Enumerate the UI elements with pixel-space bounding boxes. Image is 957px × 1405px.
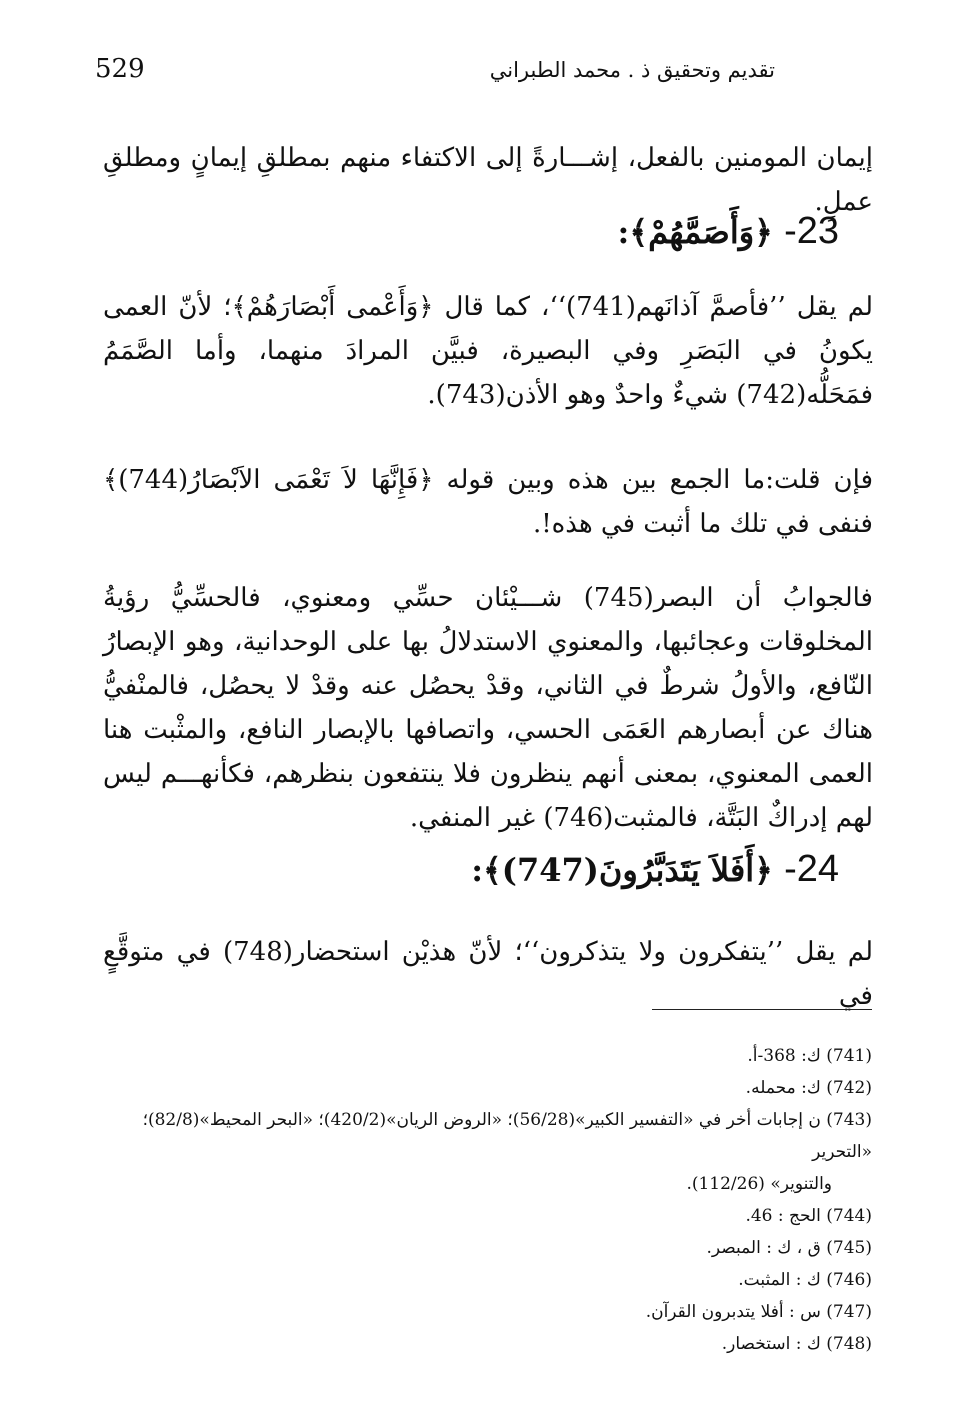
heading-number: 23-	[784, 210, 839, 252]
footnote-744: (744) الحج : 46.	[745, 1206, 872, 1226]
paragraph-5: لم يقل ’’يتفكرون ولا يتذكرون‘‘؛ لأنّ هذيْن استحضار(748) في متوقَّعٍ في	[103, 937, 873, 1011]
heading-text: ﴿أَفَلاَ يَتَدَبَّرُونَ(747)﴾:	[471, 851, 773, 889]
paragraph-3: فإن قلت:ما الجمع بين هذه وبين قوله ﴿فَإِنَّهَا لاَ تَعْمَى الاَبْصَارُ(744)﴾ فنفى في تلك ما أثبت في هذه!.	[103, 465, 873, 539]
footnote-741: (741) ك: 368-أ.	[747, 1046, 872, 1066]
footnote-745: (745) ق ، ك : المبصر.	[706, 1238, 872, 1258]
paragraph-4: فالجوابُ أن البصر(745) شـــيْئان حسِّي ومعنوي، فالحسِّيُّ رؤيةُ المخلوقات وعجائبها، والمعنوي الاستدلالُ بها على الوحدانية، وهو الإبصارُ النّافع، والأولُ شرطٌ في الثاني، وقدْ يحصُل عنه وقدْ لا يحصُل، فالمنْفيُّ هناك عن أبصارهم العَمَى الحسي، واتصافها بالإبصار النافع، والمثْبت هنا العمى المعنوي، بمعنى أنهم ينظرون فلا ينتفعون بنظرهم، فكأنهـــم ليس لهم إدراكٌ البَتَّة، فالمثبت(746) غير المنفي.	[103, 583, 873, 833]
footnote-divider	[652, 1009, 872, 1010]
footnote-746: (746) ك : المثبت.	[738, 1270, 872, 1290]
footnote-743-continued: والتنوير» (112/26).	[686, 1174, 832, 1194]
footnotes	[100, 1040, 872, 1360]
running-title: تقديم وتحقيق ذ . محمد الطبراني	[489, 58, 775, 82]
footnote-742: (742) ك: محمله.	[745, 1078, 872, 1098]
page-header	[95, 54, 775, 84]
footnote-747: (747) س : أفلا يتدبرون القرآن.	[645, 1302, 872, 1322]
paragraph-1: إيمان المومنين بالفعل، إشـــارةً إلى الاكتفاء منهم بمطلقِ إيمانٍ ومطلقِ عملٍ.	[103, 143, 873, 217]
footnote-748: (748) ك : استخصار.	[721, 1334, 872, 1354]
section-heading-23	[618, 210, 839, 253]
heading-number: 24-	[784, 848, 839, 890]
page-number: 529	[95, 54, 145, 84]
paragraph-2: لم يقل ’’فأصمَّ آذانَهم(741)‘‘، كما قال ﴿وَأَعْمى أَبْصَارَهُمْ﴾؛ لأنّ العمى يكونُ في البَصَرِ وفي البصيرة، فبيَّن المرادَ منهما، وأما الصَّمَمُ فمَحَلُّه(742) شيءٌ واحدٌ وهو الأذن(743).	[103, 292, 873, 410]
footnote-743: (743) ن إجابات أخر في «التفسير الكبير»(56/28)؛ «الروض الريان»(420/2)؛ «البحر المحيط»(82/8)؛ «التحرير	[142, 1110, 872, 1162]
heading-text: ﴿وَأَصَمَّهُمْ﴾:	[617, 213, 773, 251]
section-heading-24	[471, 848, 839, 891]
